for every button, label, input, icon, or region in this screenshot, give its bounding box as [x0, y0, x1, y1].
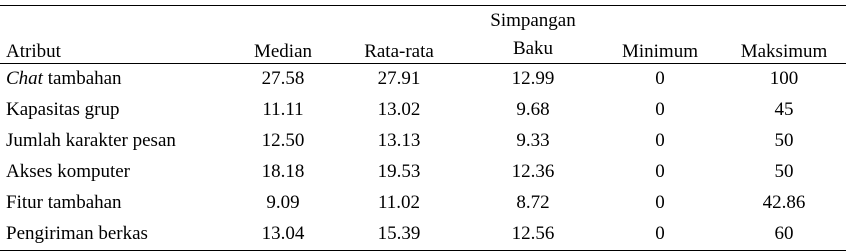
cell-simpangan-baku: 9.68	[516, 98, 550, 120]
header-atribut: Atribut	[6, 41, 61, 62]
cell-rata-rata: 13.13	[377, 129, 421, 151]
cell-atribut	[0, 125, 236, 156]
cell-median: 13.04	[261, 222, 305, 244]
attr-text: Kapasitas grup	[6, 98, 120, 120]
cell-rata-rata: 13.02	[377, 98, 421, 120]
cell-minimum: 0	[655, 222, 665, 244]
table-row	[0, 156, 846, 187]
header-simpangan-baku	[468, 6, 598, 63]
table-row	[0, 218, 846, 249]
attr-text: Jumlah karakter pesan	[6, 129, 176, 151]
header-simpangan-line2: Baku	[512, 38, 554, 59]
cell-maksimum: 50	[774, 129, 794, 151]
attr-text: Akses komputer	[6, 160, 131, 182]
header-minimum: Minimum	[621, 41, 698, 62]
cell-maksimum: 60	[774, 222, 794, 244]
header-simpangan-line1: Simpangan	[490, 10, 576, 31]
cell-atribut	[0, 94, 236, 125]
table-row	[0, 125, 846, 156]
cell-minimum: 0	[655, 160, 665, 182]
attr-text: Pengiriman berkas	[6, 222, 148, 244]
header-maksimum: Maksimum	[740, 41, 828, 62]
cell-median: 27.58	[261, 67, 305, 89]
attr-text: tambahan	[42, 67, 122, 89]
cell-median: 18.18	[261, 160, 305, 182]
cell-rata-rata: 27.91	[377, 67, 421, 89]
cell-rata-rata: 11.02	[377, 191, 421, 213]
cell-minimum: 0	[655, 98, 665, 120]
cell-atribut	[0, 187, 236, 218]
cell-maksimum: 45	[774, 98, 794, 120]
header-median: Median	[253, 41, 313, 62]
attr-italic: Chat	[6, 67, 43, 89]
cell-atribut	[0, 218, 236, 249]
cell-simpangan-baku: 12.36	[511, 160, 555, 182]
table-row	[0, 63, 846, 94]
cell-median: 11.11	[262, 98, 304, 120]
data-table	[0, 6, 846, 249]
header-rata-rata: Rata-rata	[364, 41, 434, 62]
attr-text: Fitur tambahan	[6, 191, 122, 213]
cell-simpangan-baku: 9.33	[516, 129, 550, 151]
cell-rata-rata: 15.39	[377, 222, 421, 244]
cell-minimum: 0	[655, 191, 665, 213]
header-row	[0, 6, 846, 63]
cell-atribut	[0, 156, 236, 187]
cell-atribut	[0, 63, 236, 94]
table-row	[0, 187, 846, 218]
cell-maksimum: 42.86	[762, 191, 806, 213]
cell-rata-rata: 19.53	[377, 160, 421, 182]
cell-minimum: 0	[655, 67, 665, 89]
cell-minimum: 0	[655, 129, 665, 151]
cell-simpangan-baku: 8.72	[516, 191, 550, 213]
cell-maksimum: 50	[774, 160, 794, 182]
bottom-rule	[0, 250, 846, 251]
cell-simpangan-baku: 12.56	[511, 222, 555, 244]
cell-maksimum: 100	[769, 67, 799, 89]
cell-median: 9.09	[266, 191, 300, 213]
cell-median: 12.50	[261, 129, 305, 151]
table-row	[0, 94, 846, 125]
cell-simpangan-baku: 12.99	[511, 67, 555, 89]
